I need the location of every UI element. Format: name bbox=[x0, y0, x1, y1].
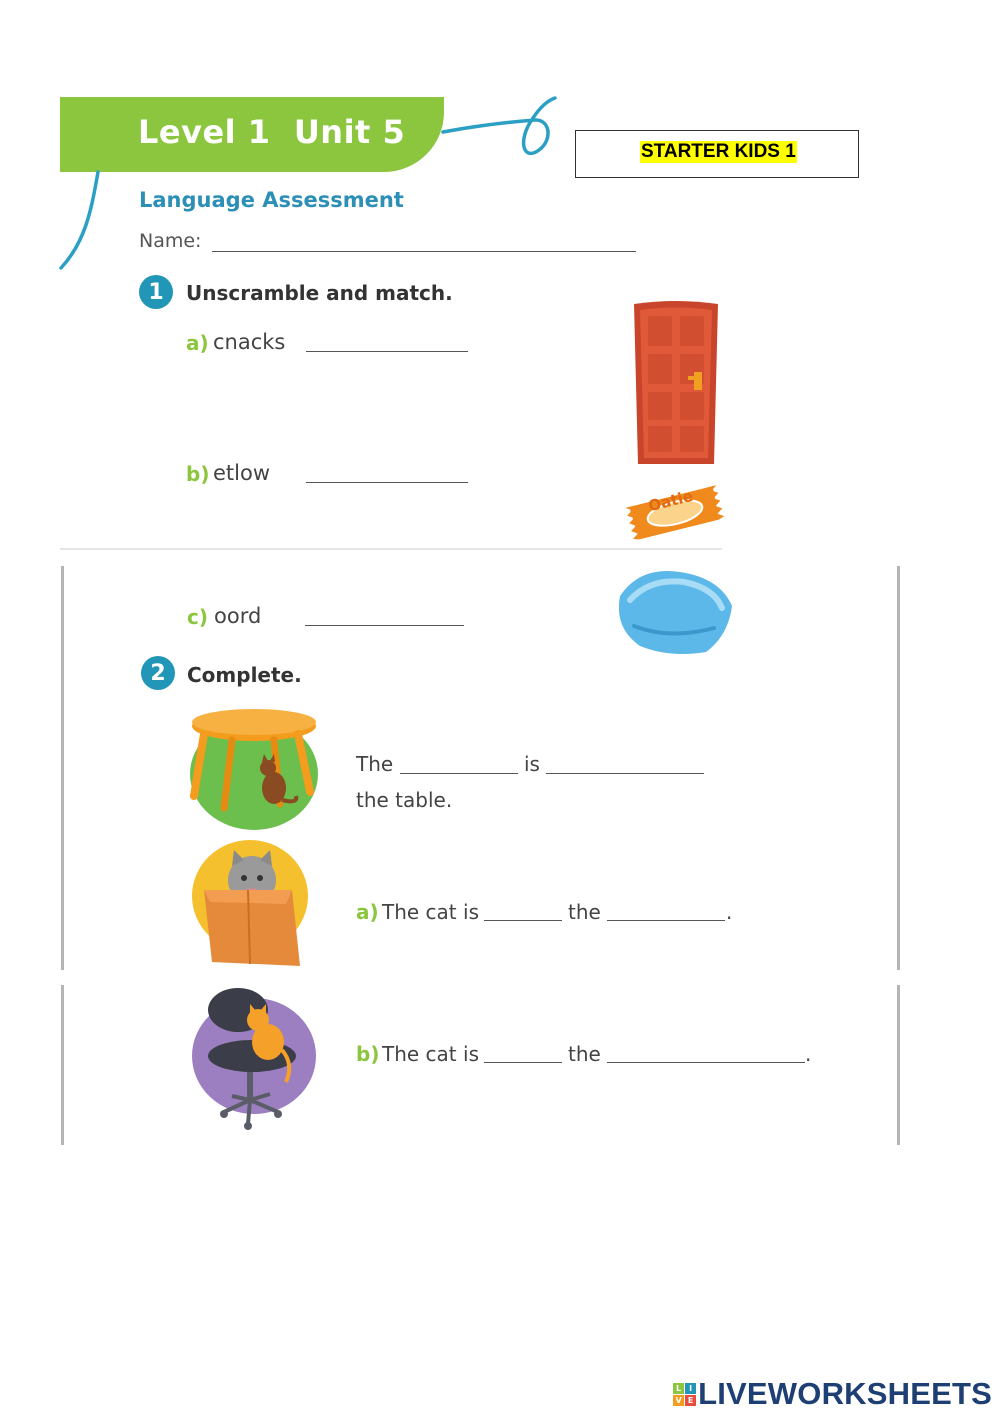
name-field[interactable] bbox=[212, 251, 636, 252]
cat-in-box-image bbox=[188, 838, 310, 968]
item-2b-blank-2[interactable] bbox=[607, 1062, 805, 1063]
item-b-word: etlow bbox=[213, 461, 271, 485]
left-border bbox=[61, 985, 64, 1145]
item-c-word: oord bbox=[214, 604, 262, 628]
level-tag: STARTER KIDS 1 bbox=[641, 141, 796, 162]
section-2-title: Complete. bbox=[187, 663, 302, 687]
item-2a-end: . bbox=[726, 900, 733, 924]
item-2a-letter: a) bbox=[356, 900, 379, 924]
liveworksheets-logo-icon: L I V E bbox=[673, 1383, 696, 1406]
item-2a-text-2: the bbox=[568, 900, 601, 924]
item-c-letter: c) bbox=[187, 605, 208, 629]
name-label: Name: bbox=[139, 230, 202, 252]
cat-on-chair-image bbox=[190, 984, 318, 1134]
page-title: Level 1 Unit 5 bbox=[138, 113, 406, 151]
item-2a-blank-2[interactable] bbox=[607, 920, 725, 921]
door-image bbox=[628, 298, 724, 468]
item-a-answer-field[interactable] bbox=[306, 351, 468, 352]
example-text-3: the table. bbox=[356, 788, 453, 812]
section-1-title: Unscramble and match. bbox=[186, 281, 453, 305]
right-border bbox=[897, 566, 900, 970]
liveworksheets-brand[interactable] bbox=[673, 1376, 992, 1412]
item-2b-end: . bbox=[805, 1042, 812, 1066]
item-a-letter: a) bbox=[186, 331, 209, 355]
item-2a-blank-1[interactable] bbox=[484, 920, 562, 921]
item-c-answer-field[interactable] bbox=[305, 625, 464, 626]
example-text-2: is bbox=[524, 752, 540, 776]
item-b-letter: b) bbox=[186, 462, 210, 486]
oatie-snack-label: Oatie bbox=[646, 486, 695, 516]
right-border bbox=[897, 985, 900, 1145]
subtitle: Language Assessment bbox=[139, 188, 404, 212]
item-2b-blank-1[interactable] bbox=[484, 1062, 562, 1063]
item-b-answer-field[interactable] bbox=[306, 482, 468, 483]
section-divider bbox=[60, 548, 722, 550]
item-a-word: cnacks bbox=[213, 330, 286, 354]
left-border bbox=[61, 566, 64, 970]
cat-under-table-image bbox=[188, 704, 322, 832]
towel-image bbox=[610, 566, 736, 658]
section-1-badge: 1 bbox=[139, 275, 173, 309]
item-2b-text-1: The cat is bbox=[382, 1042, 479, 1066]
example-blank-2[interactable] bbox=[546, 773, 704, 774]
item-2a-text-1: The cat is bbox=[382, 900, 479, 924]
example-blank-1[interactable] bbox=[400, 773, 518, 774]
example-text-1: The bbox=[356, 752, 394, 776]
section-2-badge: 2 bbox=[141, 656, 175, 690]
item-2b-text-2: the bbox=[568, 1042, 601, 1066]
brand-name: LIVEWORKSHEETS bbox=[698, 1376, 992, 1411]
oatie-snack-image bbox=[624, 478, 726, 548]
item-2b-letter: b) bbox=[356, 1042, 380, 1066]
